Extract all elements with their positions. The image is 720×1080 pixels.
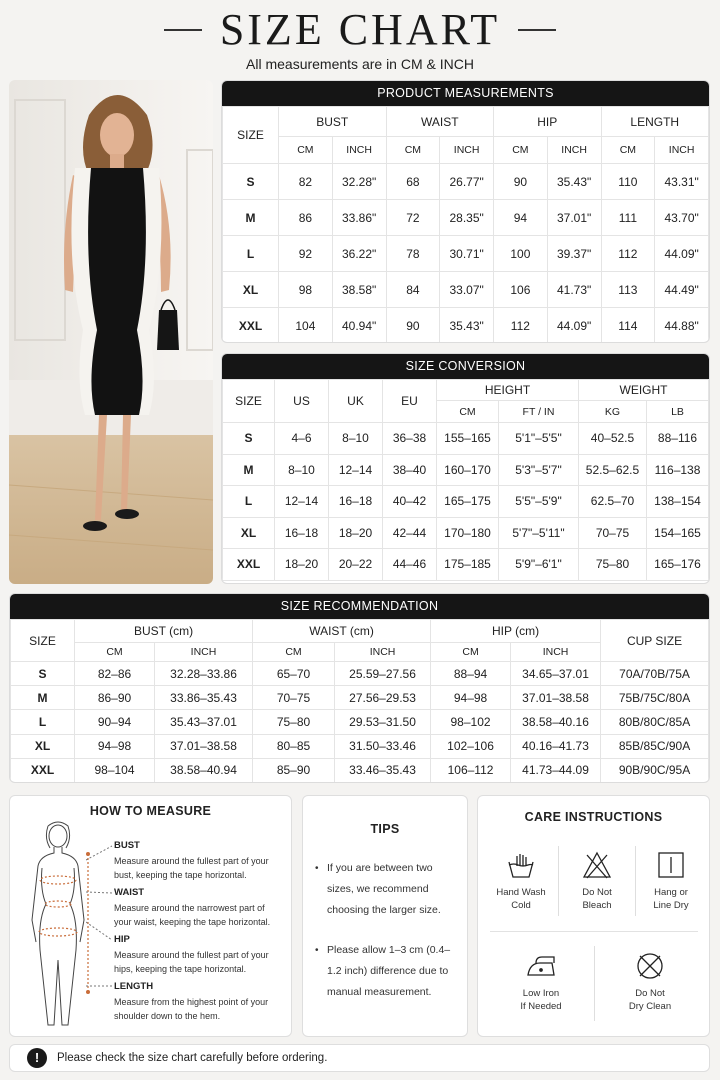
size-cell: XXL [223, 308, 279, 344]
title-rule-right [518, 29, 556, 31]
value-cell: 8–10 [275, 454, 329, 486]
unit-header: INCH [511, 643, 601, 662]
value-cell: 26.77" [440, 164, 494, 200]
value-cell: 102–106 [431, 734, 511, 758]
value-cell: 90–94 [75, 710, 155, 734]
care-title: CARE INSTRUCTIONS [524, 810, 663, 824]
size-conversion-title: SIZE CONVERSION [222, 354, 709, 379]
size-cell: S [223, 423, 275, 455]
hang-dry-icon [656, 850, 686, 880]
unit-header: KG [579, 401, 647, 423]
size-recommendation-table [9, 593, 710, 783]
header-waist: WAIST [386, 107, 494, 137]
size-cell: M [223, 454, 275, 486]
value-cell: 44.88" [655, 308, 709, 344]
value-cell: 44–46 [383, 549, 437, 581]
header-bust: BUST [279, 107, 387, 137]
size-cell: XL [223, 272, 279, 308]
size-cell: S [11, 662, 75, 686]
value-cell: 98–104 [75, 758, 155, 782]
tips-panel [302, 795, 468, 1037]
model-photo [9, 80, 213, 584]
table-row [223, 486, 709, 518]
value-cell: 32.28–33.86 [155, 662, 253, 686]
divider [558, 846, 559, 916]
value-cell: 170–180 [437, 517, 499, 549]
measure-waist-head: WAIST [114, 887, 145, 898]
care-label: Do Not [582, 887, 612, 898]
value-cell: 85–90 [253, 758, 335, 782]
measure-waist-desc: Measure around the narrowest part of your waist, keeping the tape horizontal. [114, 903, 271, 927]
do-not-bleach-icon [582, 850, 612, 880]
header-size: SIZE [223, 380, 275, 423]
unit-header: CM [437, 401, 499, 423]
title-rule-left [164, 29, 202, 31]
unit-header: INCH [440, 137, 494, 164]
unit-header: INCH [655, 137, 709, 164]
value-cell: 90 [386, 308, 440, 344]
value-cell: 36.22" [332, 236, 386, 272]
value-cell: 106 [494, 272, 548, 308]
notice-text: Please check the size chart carefully before ordering. [57, 1052, 328, 1064]
unit-header: INCH [332, 137, 386, 164]
value-cell: 33.86" [332, 200, 386, 236]
table-row [223, 423, 709, 455]
care-hand-wash [486, 850, 556, 912]
unit-header: CM [431, 643, 511, 662]
value-cell: 62.5–70 [579, 486, 647, 518]
value-cell: 31.50–33.46 [335, 734, 431, 758]
divider [594, 946, 595, 1021]
value-cell: 92 [279, 236, 333, 272]
size-cell: XXL [11, 758, 75, 782]
value-cell: 20–22 [329, 549, 383, 581]
value-cell: 27.56–29.53 [335, 686, 431, 710]
table-row [11, 710, 709, 734]
table-row [223, 517, 709, 549]
value-cell: 86–90 [75, 686, 155, 710]
table-row [11, 686, 709, 710]
value-cell: 40.94" [332, 308, 386, 344]
header-waist: WAIST (cm) [253, 620, 431, 643]
value-cell: 41.73" [547, 272, 601, 308]
value-cell: 28.35" [440, 200, 494, 236]
divider [635, 846, 636, 916]
value-cell: 84 [386, 272, 440, 308]
value-cell: 75B/75C/80A [601, 686, 709, 710]
value-cell: 52.5–62.5 [579, 454, 647, 486]
care-label: If Needed [520, 1001, 562, 1012]
value-cell: 165–176 [647, 549, 709, 581]
value-cell: 75–80 [579, 549, 647, 581]
table-row [223, 308, 709, 344]
value-cell: 38.58–40.16 [511, 710, 601, 734]
value-cell: 116–138 [647, 454, 709, 486]
care-no-dry-clean [602, 951, 698, 1013]
table-row [223, 549, 709, 581]
table-row [223, 454, 709, 486]
value-cell: 44.09" [547, 308, 601, 344]
header-eu: EU [383, 380, 437, 423]
value-cell: 106–112 [431, 758, 511, 782]
care-label: Hang or [654, 887, 688, 898]
size-conversion-table [221, 353, 710, 584]
unit-header: FT / IN [499, 401, 579, 423]
value-cell: 82 [279, 164, 333, 200]
value-cell: 37.01–38.58 [511, 686, 601, 710]
size-cell: XL [223, 517, 275, 549]
size-cell: XL [11, 734, 75, 758]
unit-header: INCH [547, 137, 601, 164]
value-cell: 98–102 [431, 710, 511, 734]
tip-item [315, 858, 459, 921]
value-cell: 110 [601, 164, 655, 200]
bullet-icon: • [315, 945, 319, 956]
tips-title: TIPS [370, 822, 400, 836]
value-cell: 94–98 [75, 734, 155, 758]
care-hang-dry [638, 850, 704, 912]
value-cell: 68 [386, 164, 440, 200]
header-height: HEIGHT [437, 380, 579, 401]
measure-bust [114, 840, 284, 882]
value-cell: 78 [386, 236, 440, 272]
tip-item [315, 940, 463, 1003]
low-iron-icon [524, 951, 558, 981]
unit-header: CM [494, 137, 548, 164]
measure-hip-desc: Measure around the fullest part of your hips, keeping the tape horizontal. [114, 950, 269, 974]
measure-bust-desc: Measure around the fullest part of your bust, keeping the tape horizontal. [114, 856, 269, 880]
value-cell: 18–20 [275, 549, 329, 581]
value-cell: 88–116 [647, 423, 709, 455]
value-cell: 25.59–27.56 [335, 662, 431, 686]
value-cell: 38.58" [332, 272, 386, 308]
value-cell: 16–18 [329, 486, 383, 518]
value-cell: 18–20 [329, 517, 383, 549]
value-cell: 85B/85C/90A [601, 734, 709, 758]
unit-header: CM [386, 137, 440, 164]
value-cell: 160–170 [437, 454, 499, 486]
value-cell: 90 [494, 164, 548, 200]
measure-hip-head: HIP [114, 934, 130, 945]
care-label: Hand Wash [496, 887, 546, 898]
care-low-iron [496, 951, 586, 1013]
bullet-icon: • [315, 863, 319, 874]
value-cell: 33.46–35.43 [335, 758, 431, 782]
table-row [223, 164, 709, 200]
size-cell: S [223, 164, 279, 200]
value-cell: 8–10 [329, 423, 383, 455]
do-not-dry-clean-icon [635, 951, 665, 981]
value-cell: 114 [601, 308, 655, 344]
value-cell: 5'1"–5'5" [499, 423, 579, 455]
value-cell: 155–165 [437, 423, 499, 455]
value-cell: 70–75 [579, 517, 647, 549]
value-cell: 88–94 [431, 662, 511, 686]
value-cell: 104 [279, 308, 333, 344]
measure-waist [114, 887, 284, 929]
value-cell: 37.01" [547, 200, 601, 236]
unit-header: CM [253, 643, 335, 662]
care-label: Low Iron [522, 988, 560, 999]
value-cell: 80B/80C/85A [601, 710, 709, 734]
value-cell: 112 [601, 236, 655, 272]
size-recommendation-title: SIZE RECOMMENDATION [10, 594, 709, 619]
tip-text: Please allow 1–3 cm (0.4–1.2 inch) difference due to manual measurement. [327, 944, 451, 998]
care-label: Dry Clean [628, 1001, 672, 1012]
value-cell: 138–154 [647, 486, 709, 518]
unit-header: INCH [155, 643, 253, 662]
value-cell: 5'3"–5'7" [499, 454, 579, 486]
divider [490, 931, 698, 932]
care-label: Do Not [635, 988, 665, 999]
value-cell: 80–85 [253, 734, 335, 758]
value-cell: 42–44 [383, 517, 437, 549]
care-label: Line Dry [653, 900, 689, 911]
value-cell: 35.43" [440, 308, 494, 344]
notice-bar [9, 1044, 710, 1072]
value-cell: 40.16–41.73 [511, 734, 601, 758]
how-to-measure-panel [9, 795, 292, 1037]
value-cell: 43.31" [655, 164, 709, 200]
size-cell: L [11, 710, 75, 734]
value-cell: 4–6 [275, 423, 329, 455]
size-cell: L [223, 486, 275, 518]
care-no-bleach [563, 850, 631, 912]
unit-header: LB [647, 401, 709, 423]
measure-length-head: LENGTH [114, 981, 154, 992]
value-cell: 16–18 [275, 517, 329, 549]
header-size: SIZE [11, 620, 75, 662]
value-cell: 40–42 [383, 486, 437, 518]
table-row [11, 734, 709, 758]
value-cell: 154–165 [647, 517, 709, 549]
header-cup-size: CUP SIZE [601, 620, 709, 662]
value-cell: 75–80 [253, 710, 335, 734]
value-cell: 30.71" [440, 236, 494, 272]
care-label: Bleach [582, 900, 612, 911]
value-cell: 165–175 [437, 486, 499, 518]
product-measurements-table [221, 80, 710, 343]
value-cell: 34.65–37.01 [511, 662, 601, 686]
value-cell: 43.70" [655, 200, 709, 236]
table-row [11, 662, 709, 686]
value-cell: 112 [494, 308, 548, 344]
unit-header: CM [75, 643, 155, 662]
header [0, 6, 720, 72]
value-cell: 41.73–44.09 [511, 758, 601, 782]
value-cell: 65–70 [253, 662, 335, 686]
value-cell: 44.49" [655, 272, 709, 308]
measure-length [114, 981, 284, 1023]
table-row [223, 200, 709, 236]
value-cell: 5'5"–5'9" [499, 486, 579, 518]
value-cell: 37.01–38.58 [155, 734, 253, 758]
measure-bust-head: BUST [114, 840, 140, 851]
value-cell: 5'7"–5'11" [499, 517, 579, 549]
size-cell: M [11, 686, 75, 710]
care-instructions-panel [477, 795, 710, 1037]
value-cell: 33.86–35.43 [155, 686, 253, 710]
measure-hip [114, 934, 284, 976]
value-cell: 90B/90C/95A [601, 758, 709, 782]
value-cell: 29.53–31.50 [335, 710, 431, 734]
value-cell: 38.58–40.94 [155, 758, 253, 782]
size-cell: L [223, 236, 279, 272]
value-cell: 40–52.5 [579, 423, 647, 455]
value-cell: 100 [494, 236, 548, 272]
how-to-measure-title: HOW TO MEASURE [89, 804, 212, 818]
value-cell: 94 [494, 200, 548, 236]
table-row [223, 236, 709, 272]
value-cell: 44.09" [655, 236, 709, 272]
care-label: Cold [511, 900, 531, 911]
value-cell: 98 [279, 272, 333, 308]
product-measurements-title: PRODUCT MEASUREMENTS [222, 81, 709, 106]
table-row [223, 272, 709, 308]
measure-length-desc: Measure from the highest point of your shoulder down to the hem. [114, 997, 269, 1021]
header-hip: HIP [494, 107, 602, 137]
value-cell: 39.37" [547, 236, 601, 272]
value-cell: 12–14 [329, 454, 383, 486]
value-cell: 113 [601, 272, 655, 308]
unit-header: CM [601, 137, 655, 164]
header-size: SIZE [223, 107, 279, 164]
page-title: SIZE CHART [219, 5, 501, 54]
page-subtitle: All measurements are in CM & INCH [246, 56, 474, 72]
value-cell: 94–98 [431, 686, 511, 710]
exclamation-icon: ! [27, 1048, 47, 1068]
hand-wash-icon [506, 850, 536, 880]
value-cell: 111 [601, 200, 655, 236]
value-cell: 82–86 [75, 662, 155, 686]
header-bust: BUST (cm) [75, 620, 253, 643]
tip-text: If you are between two sizes, we recommend choosing the larger size. [327, 862, 441, 916]
leader-lines [86, 836, 114, 996]
header-us: US [275, 380, 329, 423]
value-cell: 12–14 [275, 486, 329, 518]
value-cell: 38–40 [383, 454, 437, 486]
header-uk: UK [329, 380, 383, 423]
value-cell: 33.07" [440, 272, 494, 308]
header-hip: HIP (cm) [431, 620, 601, 643]
header-weight: WEIGHT [579, 380, 709, 401]
value-cell: 70–75 [253, 686, 335, 710]
value-cell: 5'9"–6'1" [499, 549, 579, 581]
unit-header: CM [279, 137, 333, 164]
value-cell: 175–185 [437, 549, 499, 581]
value-cell: 32.28" [332, 164, 386, 200]
unit-header: INCH [335, 643, 431, 662]
value-cell: 35.43" [547, 164, 601, 200]
table-row [11, 758, 709, 782]
size-cell: M [223, 200, 279, 236]
value-cell: 86 [279, 200, 333, 236]
value-cell: 35.43–37.01 [155, 710, 253, 734]
value-cell: 72 [386, 200, 440, 236]
value-cell: 36–38 [383, 423, 437, 455]
size-cell: XXL [223, 549, 275, 581]
value-cell: 70A/70B/75A [601, 662, 709, 686]
header-length: LENGTH [601, 107, 709, 137]
